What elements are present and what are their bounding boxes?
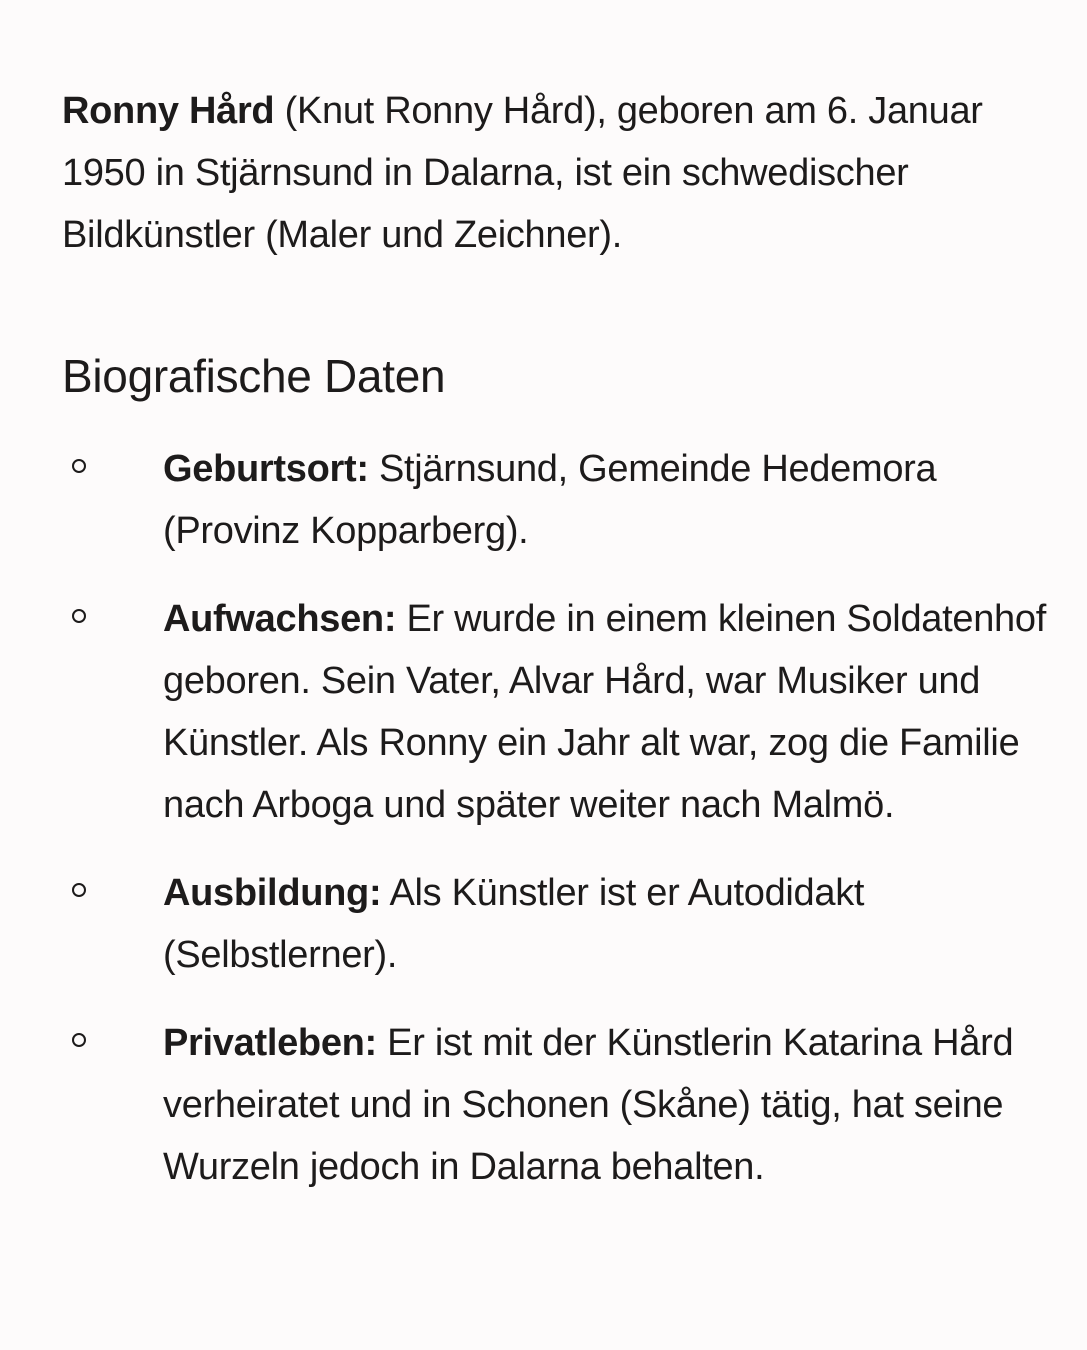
section-heading: Biografische Daten <box>62 350 446 402</box>
bullet-circle-icon <box>72 609 86 623</box>
intro-text: (Knut Ronny Hård), geboren am 6. Januar 1950 in Stjärnsund in Dalarna, ist ein schwedischer Bildkünstler (Maler und Zeichner). <box>62 90 983 256</box>
item-label: Ausbildung: <box>163 872 382 914</box>
item-text: Er wurde in einem kleinen Soldatenhof geboren. Sein Vater, Alvar Hård, war Musiker und Künstler. Als Ronny ein Jahr alt war, zog die Familie nach Arboga und später weiter nach Malmö. <box>163 598 1046 826</box>
intro-paragraph <box>62 80 1052 266</box>
subject-name: Ronny Hård <box>62 90 275 132</box>
list-item <box>62 438 1052 562</box>
article-body <box>62 80 1052 1224</box>
item-label: Aufwachsen: <box>163 598 397 640</box>
bullet-circle-icon <box>72 1033 86 1047</box>
list-item <box>62 588 1052 836</box>
item-text: Er ist mit der Künstlerin Katarina Hård verheiratet und in Schonen (Skåne) tätig, hat seine Wurzeln jedoch in Dalarna behalten. <box>163 1022 1014 1188</box>
item-label: Privatleben: <box>163 1022 377 1064</box>
list-item <box>62 1012 1052 1198</box>
bio-list <box>62 438 1052 1198</box>
bullet-circle-icon <box>72 459 86 473</box>
item-text: Als Künstler ist er Autodidakt (Selbstlerner). <box>163 872 865 976</box>
item-label: Geburtsort: <box>163 448 369 490</box>
item-text: Stjärnsund, Gemeinde Hedemora (Provinz Kopparberg). <box>163 448 937 552</box>
bullet-circle-icon <box>72 883 86 897</box>
list-item <box>62 862 1052 986</box>
